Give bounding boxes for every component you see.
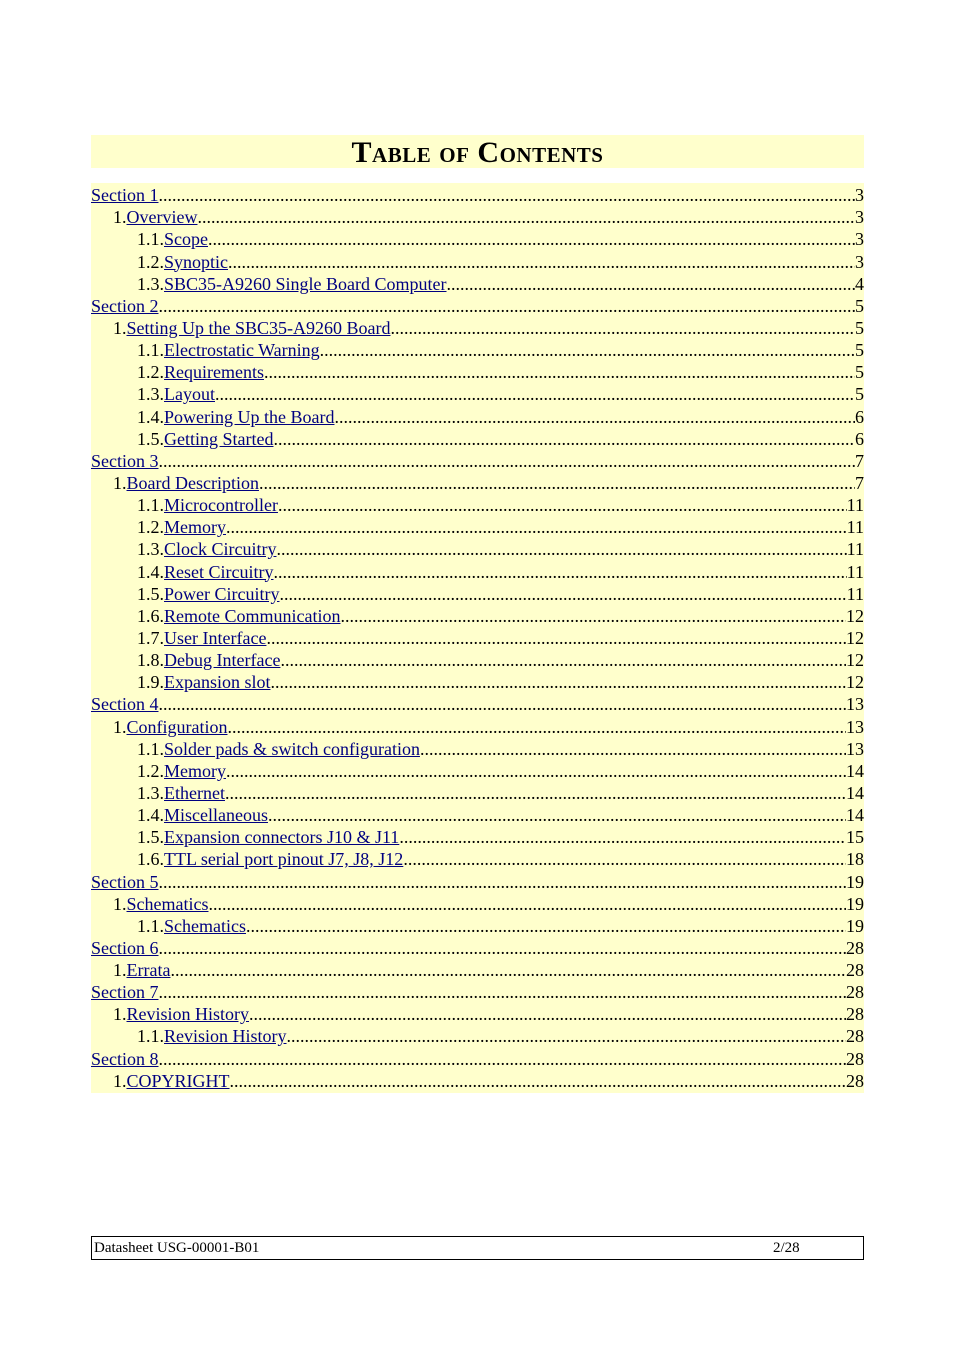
- toc-leader-dots: [264, 362, 855, 382]
- toc-entry-page: 7: [855, 472, 864, 493]
- toc-entry-link[interactable]: Ethernet: [164, 782, 225, 803]
- toc-entry-number: 1.1.: [137, 229, 164, 250]
- toc-entry-page: 28: [846, 937, 864, 958]
- toc-entry: [91, 493, 864, 515]
- toc-entry-link[interactable]: Section 3: [91, 450, 159, 471]
- toc-entry-link[interactable]: Expansion slot: [164, 672, 271, 693]
- title-band: [91, 135, 864, 168]
- toc-entry: [91, 714, 864, 736]
- toc-entry-page: 28: [846, 1004, 864, 1025]
- toc-entry: [91, 759, 864, 781]
- toc-entry-link[interactable]: Synoptic: [164, 251, 229, 272]
- footer-document-id: Datasheet USG-00001-B01: [94, 1240, 260, 1256]
- toc-entry-number: 1.1.: [137, 1026, 164, 1047]
- toc-leader-dots: [279, 584, 846, 604]
- toc-entry-link[interactable]: Configuration: [126, 716, 228, 737]
- toc-entry: [91, 360, 864, 382]
- toc-leader-dots: [268, 805, 846, 825]
- toc-entry-page: 3: [855, 207, 864, 228]
- toc-entry-link[interactable]: Memory: [164, 760, 226, 781]
- toc-entry: [91, 1024, 864, 1046]
- toc-entry-link[interactable]: Electrostatic Warning: [164, 340, 320, 361]
- toc-leader-dots: [230, 1071, 846, 1091]
- toc-leader-dots: [259, 473, 855, 493]
- toc-entry-page: 6: [855, 428, 864, 449]
- toc-entry-page: 14: [846, 760, 864, 781]
- toc-entry-link[interactable]: Powering Up the Board: [164, 406, 335, 427]
- toc-entry: [91, 449, 864, 471]
- toc-leader-dots: [215, 384, 855, 404]
- toc-entry-number: 1.2.: [137, 362, 164, 383]
- toc-entry-page: 11: [846, 495, 864, 516]
- toc-leader-dots: [159, 982, 847, 1002]
- toc-entry: [91, 670, 864, 692]
- toc-entry-page: 28: [846, 1026, 864, 1047]
- toc-entry-number: 1.: [113, 716, 127, 737]
- toc-entry-number: 1.3.: [137, 539, 164, 560]
- toc-leader-dots: [159, 872, 847, 892]
- toc-leader-dots: [266, 628, 846, 648]
- page-footer: [91, 1236, 864, 1260]
- toc-leader-dots: [391, 318, 856, 338]
- toc-leader-dots: [208, 229, 855, 249]
- toc-entry: [91, 294, 864, 316]
- toc-leader-dots: [320, 340, 855, 360]
- toc-entry-link[interactable]: User Interface: [164, 627, 267, 648]
- toc-entry-number: 1.3.: [137, 782, 164, 803]
- toc-leader-dots: [340, 606, 846, 626]
- toc-entry-page: 6: [855, 406, 864, 427]
- toc-entry: [91, 958, 864, 980]
- toc-entry: [91, 825, 864, 847]
- toc-entry: [91, 471, 864, 493]
- toc-entry-page: 19: [846, 915, 864, 936]
- toc-entry-page: 7: [855, 450, 864, 471]
- toc-leader-dots: [420, 739, 846, 759]
- toc-entry-link[interactable]: Clock Circuitry: [164, 539, 277, 560]
- toc-entry-link[interactable]: Section 4: [91, 694, 159, 715]
- toc-entry-link[interactable]: Setting Up the SBC35-A9260 Board: [126, 317, 391, 338]
- toc-entry-page: 11: [846, 561, 864, 582]
- toc-leader-dots: [271, 672, 847, 692]
- toc-entry-page: 11: [846, 539, 864, 560]
- toc-entry-page: 28: [846, 960, 864, 981]
- toc-entry: [91, 648, 864, 670]
- toc-entry-page: 3: [855, 251, 864, 272]
- toc-entry: [91, 427, 864, 449]
- toc-entry-number: 1.4.: [137, 805, 164, 826]
- toc-entry-number: 1.2.: [137, 760, 164, 781]
- toc-leader-dots: [170, 960, 846, 980]
- toc-entry: [91, 914, 864, 936]
- toc-entry: [91, 1046, 864, 1068]
- toc-entry-link[interactable]: Miscellaneous: [164, 805, 268, 826]
- toc-entry-number: 1.4.: [137, 406, 164, 427]
- toc-entry-link[interactable]: TTL serial port pinout J7, J8, J12: [164, 849, 404, 870]
- toc-entry: [91, 803, 864, 825]
- toc-entry-number: 1.9.: [137, 672, 164, 693]
- toc-entry-number: 1.1.: [137, 915, 164, 936]
- toc-leader-dots: [280, 650, 846, 670]
- toc-entry: [91, 781, 864, 803]
- toc-entry-page: 15: [846, 827, 864, 848]
- toc-entry-page: 5: [855, 295, 864, 316]
- toc-entry-number: 1.6.: [137, 849, 164, 870]
- toc-entry-link[interactable]: Expansion connectors J10 & J11: [164, 827, 400, 848]
- toc-entry-number: 1.1.: [137, 340, 164, 361]
- toc-entry: [91, 582, 864, 604]
- toc-entry-link[interactable]: Board Description: [126, 472, 259, 493]
- toc-leader-dots: [334, 407, 855, 427]
- toc-entry-link[interactable]: Section 1: [91, 185, 159, 206]
- toc-entry-link[interactable]: Section 8: [91, 1048, 159, 1069]
- toc-entry: [91, 604, 864, 626]
- toc-entry-link[interactable]: Revision History: [126, 1004, 250, 1025]
- toc-leader-dots: [159, 185, 856, 205]
- toc-entry-number: 1.3.: [137, 384, 164, 405]
- toc-entry-number: 1.: [113, 472, 127, 493]
- toc-entry: [91, 892, 864, 914]
- toc-entry-number: 1.: [113, 1070, 127, 1091]
- toc-entry-link[interactable]: Section 6: [91, 937, 159, 958]
- toc-entry: [91, 338, 864, 360]
- toc-entry-link[interactable]: Errata: [126, 960, 171, 981]
- toc-entry-page: 5: [855, 384, 864, 405]
- toc-entry: [91, 515, 864, 537]
- toc-entry-page: 19: [846, 871, 864, 892]
- toc-leader-dots: [159, 451, 856, 471]
- toc-entry: [91, 404, 864, 426]
- toc-entry-number: 1.5.: [137, 428, 164, 449]
- toc-leader-dots: [159, 296, 856, 316]
- toc-entry-page: 28: [846, 1070, 864, 1091]
- toc-leader-dots: [159, 1049, 847, 1069]
- toc-leader-dots: [197, 207, 855, 227]
- toc-entry-number: 1.: [113, 1004, 127, 1025]
- toc-entry: [91, 692, 864, 714]
- toc-entry-page: 3: [855, 229, 864, 250]
- toc-leader-dots: [159, 694, 847, 714]
- toc-leader-dots: [226, 761, 846, 781]
- toc-leader-dots: [159, 938, 847, 958]
- toc-entry-link[interactable]: Section 7: [91, 982, 159, 1003]
- toc-leader-dots: [249, 1004, 846, 1024]
- toc-entry-link[interactable]: Microcontroller: [164, 495, 278, 516]
- toc-leader-dots: [287, 1026, 846, 1046]
- toc-entry: [91, 205, 864, 227]
- toc-leader-dots: [447, 274, 856, 294]
- toc-entry-page: 11: [846, 583, 864, 604]
- toc-entry: [91, 1069, 864, 1091]
- toc-leader-dots: [225, 783, 846, 803]
- toc-leader-dots: [226, 517, 847, 537]
- toc-leader-dots: [246, 916, 846, 936]
- toc-entry-page: 12: [846, 627, 864, 648]
- toc-leader-dots: [399, 827, 846, 847]
- toc-entry-page: 4: [855, 273, 864, 294]
- footer-page-number: 2/28: [773, 1240, 800, 1256]
- toc-entry: [91, 316, 864, 338]
- toc-entry-link[interactable]: Remote Communication: [164, 605, 341, 626]
- toc-entry-link[interactable]: Section 5: [91, 871, 159, 892]
- toc-leader-dots: [228, 717, 847, 737]
- table-of-contents: [91, 183, 864, 1093]
- toc-entry-link[interactable]: Overview: [126, 207, 198, 228]
- toc-entry-page: 14: [846, 782, 864, 803]
- toc-entry-link[interactable]: Getting Started: [164, 428, 274, 449]
- toc-entry-link[interactable]: Debug Interface: [164, 650, 281, 671]
- toc-entry-link[interactable]: Schematics: [126, 893, 209, 914]
- toc-entry-number: 1.1.: [137, 738, 164, 759]
- toc-entry-link[interactable]: Revision History: [164, 1026, 287, 1047]
- toc-entry: [91, 183, 864, 205]
- toc-entry-number: 1.2.: [137, 517, 164, 538]
- toc-entry-page: 13: [846, 716, 864, 737]
- toc-entry-page: 12: [846, 672, 864, 693]
- toc-entry: [91, 869, 864, 891]
- toc-entry-page: 28: [846, 1048, 864, 1069]
- toc-entry-page: 13: [846, 694, 864, 715]
- toc-leader-dots: [273, 429, 855, 449]
- page-title: Table of Contents: [351, 136, 604, 169]
- toc-entry-link[interactable]: SBC35-A9260 Single Board Computer: [164, 273, 447, 294]
- toc-entry: [91, 936, 864, 958]
- toc-entry: [91, 1002, 864, 1024]
- toc-entry-link[interactable]: Section 2: [91, 295, 159, 316]
- toc-leader-dots: [273, 562, 846, 582]
- toc-entry-number: 1.: [113, 960, 127, 981]
- toc-entry-number: 1.2.: [137, 251, 164, 272]
- toc-entry-page: 5: [855, 340, 864, 361]
- toc-entry-page: 5: [855, 362, 864, 383]
- toc-leader-dots: [228, 252, 855, 272]
- toc-entry-number: 1.: [113, 893, 127, 914]
- toc-entry-number: 1.6.: [137, 605, 164, 626]
- toc-entry-link[interactable]: Requirements: [164, 362, 264, 383]
- toc-entry-link[interactable]: COPYRIGHT: [126, 1070, 230, 1091]
- toc-entry-number: 1.4.: [137, 561, 164, 582]
- toc-entry-number: 1.5.: [137, 827, 164, 848]
- toc-leader-dots: [403, 849, 846, 869]
- toc-entry-number: 1.7.: [137, 627, 164, 648]
- toc-leader-dots: [276, 539, 846, 559]
- toc-entry-page: 3: [855, 185, 864, 206]
- toc-entry-number: 1.8.: [137, 650, 164, 671]
- toc-entry-page: 5: [855, 317, 864, 338]
- toc-entry-number: 1.: [113, 207, 127, 228]
- toc-leader-dots: [208, 894, 846, 914]
- toc-entry: [91, 980, 864, 1002]
- toc-entry-number: 1.5.: [137, 583, 164, 604]
- toc-entry: [91, 847, 864, 869]
- toc-leader-dots: [278, 495, 847, 515]
- toc-entry-number: 1.3.: [137, 273, 164, 294]
- toc-entry-number: 1.1.: [137, 495, 164, 516]
- toc-entry-page: 12: [846, 605, 864, 626]
- toc-entry: [91, 737, 864, 759]
- toc-entry-link[interactable]: Memory: [164, 517, 226, 538]
- toc-entry: [91, 272, 864, 294]
- toc-entry-link[interactable]: Power Circuitry: [164, 583, 280, 604]
- toc-entry-link[interactable]: Layout: [164, 384, 215, 405]
- toc-entry: [91, 382, 864, 404]
- toc-entry-link[interactable]: Reset Circuitry: [164, 561, 274, 582]
- toc-entry-page: 11: [846, 517, 864, 538]
- toc-entry-page: 13: [846, 738, 864, 759]
- toc-entry: [91, 559, 864, 581]
- toc-entry-link[interactable]: Scope: [164, 229, 208, 250]
- toc-entry: [91, 227, 864, 249]
- toc-entry-page: 18: [846, 849, 864, 870]
- toc-entry-link[interactable]: Solder pads & switch configuration: [164, 738, 420, 759]
- toc-entry: [91, 249, 864, 271]
- toc-entry: [91, 537, 864, 559]
- toc-entry-page: 12: [846, 650, 864, 671]
- toc-entry-page: 19: [846, 893, 864, 914]
- toc-entry: [91, 626, 864, 648]
- toc-entry-page: 14: [846, 805, 864, 826]
- toc-entry-page: 28: [846, 982, 864, 1003]
- toc-entry-number: 1.: [113, 317, 127, 338]
- toc-entry-link[interactable]: Schematics: [164, 915, 246, 936]
